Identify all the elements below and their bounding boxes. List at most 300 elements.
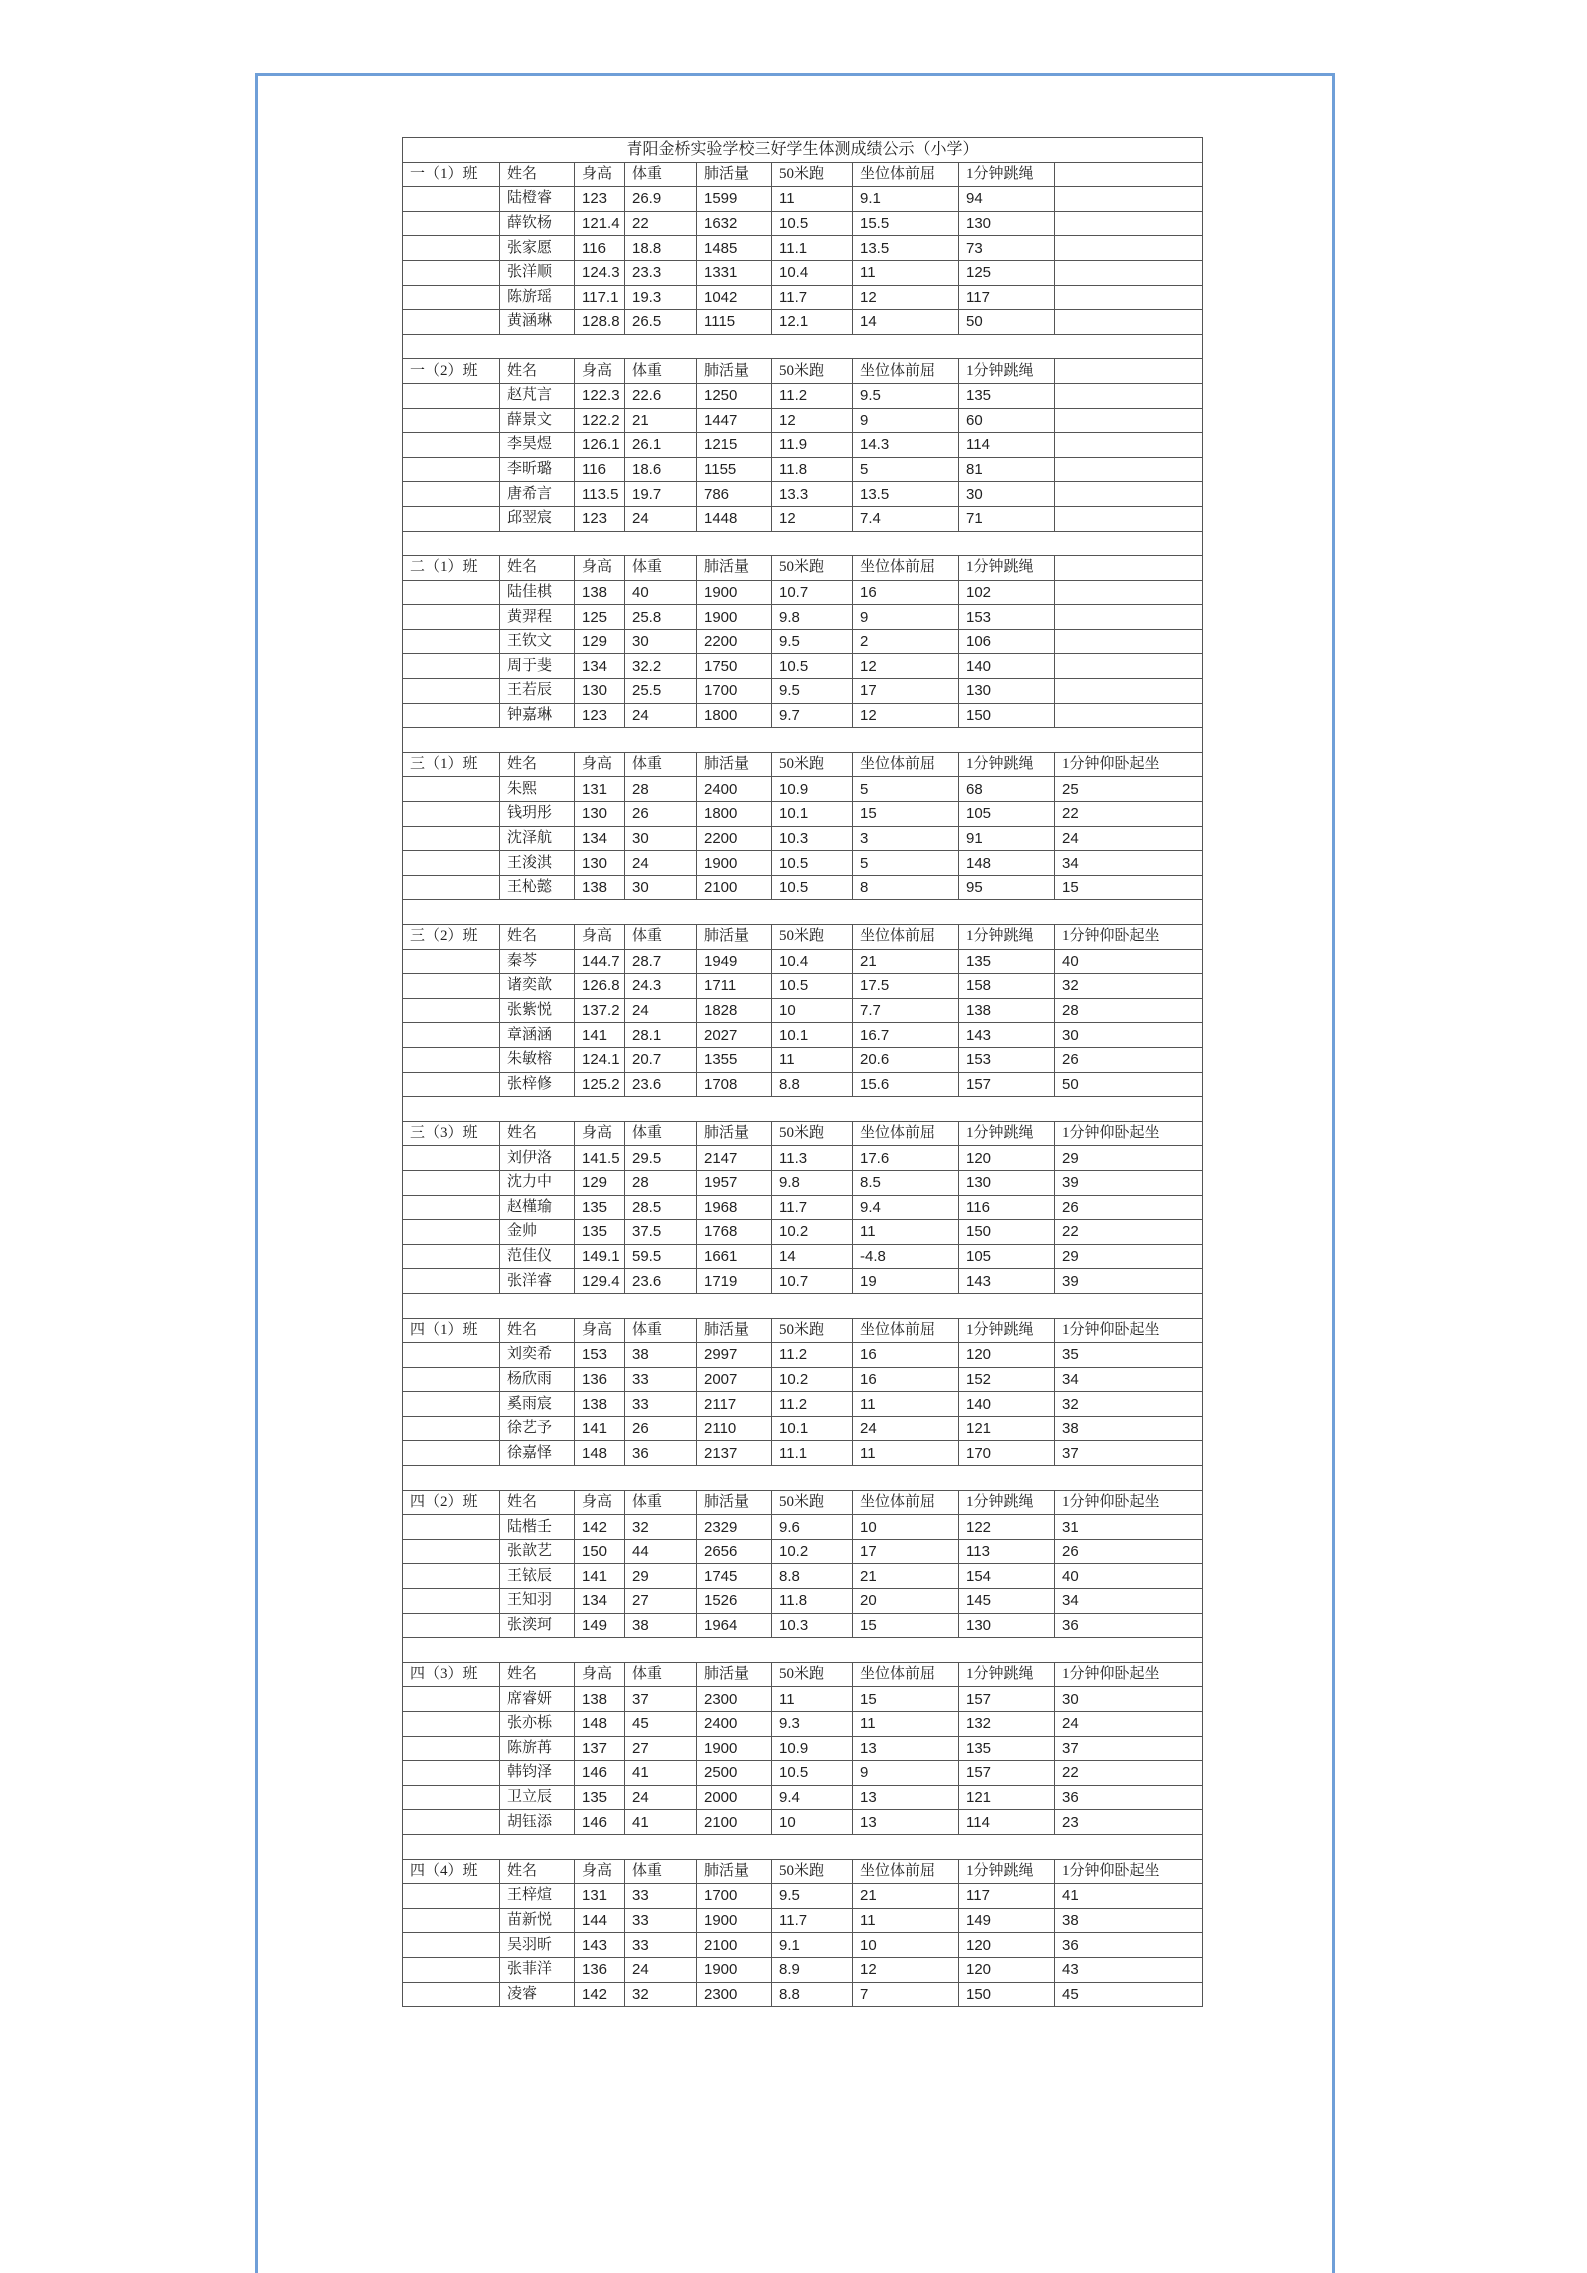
column-header: 姓名 bbox=[500, 359, 575, 384]
empty-cell bbox=[853, 900, 959, 925]
column-header: 1分钟仰卧起坐 bbox=[1055, 1859, 1203, 1884]
empty-cell bbox=[697, 900, 772, 925]
score-cell: 16 bbox=[853, 580, 959, 605]
score-cell: 12 bbox=[853, 703, 959, 728]
score-cell: 141 bbox=[575, 1416, 625, 1441]
score-cell: 126.8 bbox=[575, 974, 625, 999]
score-cell: 121 bbox=[959, 1416, 1055, 1441]
empty-cell bbox=[403, 1589, 500, 1614]
empty-cell bbox=[772, 1293, 853, 1318]
score-cell: 1828 bbox=[697, 998, 772, 1023]
score-cell: 1485 bbox=[697, 236, 772, 261]
empty-cell bbox=[403, 1933, 500, 1958]
score-cell: 146 bbox=[575, 1761, 625, 1786]
empty-cell bbox=[625, 900, 697, 925]
score-cell: 36 bbox=[1055, 1785, 1203, 1810]
column-header: 坐位体前屈 bbox=[853, 556, 959, 581]
empty-cell bbox=[403, 826, 500, 851]
score-cell: 28.5 bbox=[625, 1195, 697, 1220]
score-cell: 9.4 bbox=[853, 1195, 959, 1220]
score-cell: 142 bbox=[575, 1982, 625, 2007]
empty-cell bbox=[403, 974, 500, 999]
score-cell: 10.5 bbox=[772, 875, 853, 900]
empty-cell bbox=[403, 605, 500, 630]
score-cell: 19 bbox=[853, 1269, 959, 1294]
empty-cell bbox=[853, 1293, 959, 1318]
student-name: 沈力中 bbox=[500, 1170, 575, 1195]
empty-cell bbox=[697, 1466, 772, 1491]
empty-cell bbox=[500, 531, 575, 556]
score-cell bbox=[1055, 260, 1203, 285]
column-header: 身高 bbox=[575, 1318, 625, 1343]
table-row bbox=[403, 802, 1203, 827]
column-header: 姓名 bbox=[500, 925, 575, 950]
score-cell: 14 bbox=[772, 1244, 853, 1269]
empty-cell bbox=[403, 1072, 500, 1097]
score-cell: 132 bbox=[959, 1712, 1055, 1737]
student-name: 金帅 bbox=[500, 1220, 575, 1245]
column-header: 肺活量 bbox=[697, 1121, 772, 1146]
score-cell: 153 bbox=[575, 1343, 625, 1368]
score-cell: 10.5 bbox=[772, 851, 853, 876]
score-cell bbox=[1055, 236, 1203, 261]
score-cell: 21 bbox=[853, 1564, 959, 1589]
score-cell: 45 bbox=[625, 1712, 697, 1737]
score-cell: 11.1 bbox=[772, 1441, 853, 1466]
score-cell: 11.9 bbox=[772, 433, 853, 458]
empty-cell bbox=[575, 900, 625, 925]
score-cell: 10.4 bbox=[772, 260, 853, 285]
column-header: 身高 bbox=[575, 752, 625, 777]
score-cell: 130 bbox=[959, 1170, 1055, 1195]
score-cell: 32 bbox=[625, 1982, 697, 2007]
empty-cell bbox=[1055, 1638, 1203, 1663]
empty-cell bbox=[853, 1834, 959, 1859]
table-row bbox=[403, 187, 1203, 212]
score-cell: 16 bbox=[853, 1343, 959, 1368]
column-header: 体重 bbox=[625, 925, 697, 950]
empty-cell bbox=[959, 1638, 1055, 1663]
score-cell: 9 bbox=[853, 1761, 959, 1786]
column-header: 坐位体前屈 bbox=[853, 359, 959, 384]
score-cell: 144.7 bbox=[575, 949, 625, 974]
empty-cell bbox=[403, 1047, 500, 1072]
column-header: 坐位体前屈 bbox=[853, 1490, 959, 1515]
class-name: 三（3）班 bbox=[403, 1121, 500, 1146]
score-cell: 26.9 bbox=[625, 187, 697, 212]
score-cell: 15 bbox=[853, 1687, 959, 1712]
student-name: 李昊煜 bbox=[500, 433, 575, 458]
empty-cell bbox=[403, 1244, 500, 1269]
column-header: 50米跑 bbox=[772, 752, 853, 777]
student-name: 朱熙 bbox=[500, 777, 575, 802]
score-cell: 138 bbox=[575, 1687, 625, 1712]
score-cell: 22.6 bbox=[625, 383, 697, 408]
score-cell: 11 bbox=[772, 1687, 853, 1712]
score-cell: 36 bbox=[625, 1441, 697, 1466]
class-name: 四（1）班 bbox=[403, 1318, 500, 1343]
empty-cell bbox=[403, 1785, 500, 1810]
score-cell: 9 bbox=[853, 408, 959, 433]
score-cell: 9.8 bbox=[772, 1170, 853, 1195]
score-cell: 24 bbox=[625, 1785, 697, 1810]
score-cell: 36 bbox=[1055, 1613, 1203, 1638]
table-row bbox=[403, 1023, 1203, 1048]
table-row bbox=[403, 949, 1203, 974]
column-header: 1分钟仰卧起坐 bbox=[1055, 1318, 1203, 1343]
score-cell: 2200 bbox=[697, 826, 772, 851]
score-cell: 11.3 bbox=[772, 1146, 853, 1171]
score-cell: 10.7 bbox=[772, 1269, 853, 1294]
score-cell: 11 bbox=[772, 1047, 853, 1072]
column-header: 身高 bbox=[575, 1121, 625, 1146]
empty-cell bbox=[403, 1195, 500, 1220]
column-header: 身高 bbox=[575, 1490, 625, 1515]
score-cell: 12 bbox=[853, 1957, 959, 1982]
score-cell: 153 bbox=[959, 1047, 1055, 1072]
score-cell: 44 bbox=[625, 1539, 697, 1564]
spacer-row bbox=[403, 531, 1203, 556]
score-cell: 38 bbox=[625, 1613, 697, 1638]
score-cell: 2000 bbox=[697, 1785, 772, 1810]
score-cell: 81 bbox=[959, 457, 1055, 482]
score-cell: 150 bbox=[959, 703, 1055, 728]
table-row bbox=[403, 703, 1203, 728]
table-row bbox=[403, 457, 1203, 482]
score-cell: 1448 bbox=[697, 506, 772, 531]
score-cell: 120 bbox=[959, 1957, 1055, 1982]
score-cell: 134 bbox=[575, 826, 625, 851]
score-cell: 1949 bbox=[697, 949, 772, 974]
score-cell: 125 bbox=[575, 605, 625, 630]
student-name: 杨欣雨 bbox=[500, 1367, 575, 1392]
empty-cell bbox=[772, 334, 853, 359]
score-cell: 11 bbox=[853, 1220, 959, 1245]
score-cell: 125.2 bbox=[575, 1072, 625, 1097]
score-cell: 1719 bbox=[697, 1269, 772, 1294]
table-row bbox=[403, 580, 1203, 605]
score-cell: 38 bbox=[1055, 1908, 1203, 1933]
score-cell: 21 bbox=[853, 1884, 959, 1909]
score-cell: 130 bbox=[959, 679, 1055, 704]
student-name: 朱敏榕 bbox=[500, 1047, 575, 1072]
empty-cell bbox=[697, 1638, 772, 1663]
score-cell: 15.5 bbox=[853, 211, 959, 236]
score-cell: 27 bbox=[625, 1589, 697, 1614]
score-cell: 11.2 bbox=[772, 383, 853, 408]
spacer-row bbox=[403, 728, 1203, 753]
column-header: 50米跑 bbox=[772, 359, 853, 384]
score-cell: 134 bbox=[575, 654, 625, 679]
student-name: 钱玥彤 bbox=[500, 802, 575, 827]
score-cell: 149 bbox=[959, 1908, 1055, 1933]
empty-cell bbox=[772, 728, 853, 753]
column-header: 肺活量 bbox=[697, 1662, 772, 1687]
student-name: 凌睿 bbox=[500, 1982, 575, 2007]
column-header: 体重 bbox=[625, 359, 697, 384]
table-row bbox=[403, 1170, 1203, 1195]
table-row bbox=[403, 974, 1203, 999]
score-cell: 8.8 bbox=[772, 1982, 853, 2007]
score-cell bbox=[1055, 679, 1203, 704]
score-cell: 148 bbox=[959, 851, 1055, 876]
column-header: 1分钟仰卧起坐 bbox=[1055, 1662, 1203, 1687]
score-cell: 1800 bbox=[697, 703, 772, 728]
score-cell: 11 bbox=[853, 1712, 959, 1737]
score-cell: 154 bbox=[959, 1564, 1055, 1589]
class-header-row bbox=[403, 1121, 1203, 1146]
score-cell: 38 bbox=[1055, 1416, 1203, 1441]
empty-cell bbox=[500, 334, 575, 359]
score-cell: 26 bbox=[1055, 1047, 1203, 1072]
table-row bbox=[403, 1072, 1203, 1097]
column-header: 1分钟跳绳 bbox=[959, 359, 1055, 384]
score-cell: 1215 bbox=[697, 433, 772, 458]
score-cell: 26.5 bbox=[625, 310, 697, 335]
empty-cell bbox=[625, 1638, 697, 1663]
column-header: 体重 bbox=[625, 1662, 697, 1687]
student-name: 黄涵琳 bbox=[500, 310, 575, 335]
score-cell: 1900 bbox=[697, 605, 772, 630]
score-cell: 102 bbox=[959, 580, 1055, 605]
student-name: 张紫悦 bbox=[500, 998, 575, 1023]
column-header: 体重 bbox=[625, 752, 697, 777]
score-cell: 117.1 bbox=[575, 285, 625, 310]
score-cell: 10 bbox=[772, 1810, 853, 1835]
score-cell: 150 bbox=[959, 1982, 1055, 2007]
table-row bbox=[403, 1933, 1203, 1958]
score-cell: 14 bbox=[853, 310, 959, 335]
score-cell: 113 bbox=[959, 1539, 1055, 1564]
column-header: 1分钟仰卧起坐 bbox=[1055, 1490, 1203, 1515]
score-cell: 135 bbox=[959, 1736, 1055, 1761]
score-cell: 32 bbox=[1055, 974, 1203, 999]
table-row bbox=[403, 1589, 1203, 1614]
score-cell: 130 bbox=[575, 802, 625, 827]
score-cell: 2117 bbox=[697, 1392, 772, 1417]
score-cell: 131 bbox=[575, 1884, 625, 1909]
empty-cell bbox=[1055, 531, 1203, 556]
score-cell: 106 bbox=[959, 629, 1055, 654]
table-row bbox=[403, 1982, 1203, 2007]
score-cell: 129 bbox=[575, 629, 625, 654]
empty-cell bbox=[772, 531, 853, 556]
score-cell: 31 bbox=[1055, 1515, 1203, 1540]
score-cell: 114 bbox=[959, 433, 1055, 458]
score-cell: 34 bbox=[1055, 1367, 1203, 1392]
score-cell: 71 bbox=[959, 506, 1055, 531]
student-name: 陆佳棋 bbox=[500, 580, 575, 605]
score-cell: 141 bbox=[575, 1564, 625, 1589]
score-cell: 1042 bbox=[697, 285, 772, 310]
score-cell: 10 bbox=[853, 1515, 959, 1540]
score-cell: 18.8 bbox=[625, 236, 697, 261]
column-header bbox=[1055, 556, 1203, 581]
empty-cell bbox=[403, 703, 500, 728]
score-cell: 30 bbox=[625, 875, 697, 900]
column-header: 体重 bbox=[625, 1859, 697, 1884]
table-row bbox=[403, 1244, 1203, 1269]
score-cell: 40 bbox=[1055, 949, 1203, 974]
table-row bbox=[403, 1712, 1203, 1737]
empty-cell bbox=[403, 334, 500, 359]
empty-cell bbox=[403, 1220, 500, 1245]
empty-cell bbox=[1055, 334, 1203, 359]
column-header: 50米跑 bbox=[772, 162, 853, 187]
score-cell: 135 bbox=[959, 949, 1055, 974]
empty-cell bbox=[403, 383, 500, 408]
score-cell: 130 bbox=[575, 851, 625, 876]
score-cell: 26 bbox=[625, 1416, 697, 1441]
score-cell: 24 bbox=[625, 851, 697, 876]
student-name: 苗新悦 bbox=[500, 1908, 575, 1933]
score-cell: 146 bbox=[575, 1810, 625, 1835]
score-cell: 138 bbox=[959, 998, 1055, 1023]
score-cell: 2100 bbox=[697, 875, 772, 900]
empty-cell bbox=[403, 875, 500, 900]
class-header-row bbox=[403, 752, 1203, 777]
score-cell: 43 bbox=[1055, 1957, 1203, 1982]
class-header-row bbox=[403, 925, 1203, 950]
column-header: 姓名 bbox=[500, 556, 575, 581]
column-header: 坐位体前屈 bbox=[853, 925, 959, 950]
score-cell: 23.3 bbox=[625, 260, 697, 285]
column-header: 姓名 bbox=[500, 752, 575, 777]
column-header: 1分钟仰卧起坐 bbox=[1055, 1121, 1203, 1146]
score-cell: 1355 bbox=[697, 1047, 772, 1072]
score-cell: 27 bbox=[625, 1736, 697, 1761]
score-cell: 12.1 bbox=[772, 310, 853, 335]
score-cell: 28 bbox=[625, 777, 697, 802]
column-header: 姓名 bbox=[500, 1490, 575, 1515]
table-row bbox=[403, 1761, 1203, 1786]
empty-cell bbox=[853, 1466, 959, 1491]
score-cell: 9.1 bbox=[772, 1933, 853, 1958]
student-name: 章涵涵 bbox=[500, 1023, 575, 1048]
score-cell: 137 bbox=[575, 1736, 625, 1761]
score-cell: 120 bbox=[959, 1343, 1055, 1368]
score-cell: 17.6 bbox=[853, 1146, 959, 1171]
table-row bbox=[403, 826, 1203, 851]
score-cell: 26.1 bbox=[625, 433, 697, 458]
score-cell: 2300 bbox=[697, 1982, 772, 2007]
score-cell: 30 bbox=[625, 826, 697, 851]
empty-cell bbox=[403, 187, 500, 212]
score-cell: 2100 bbox=[697, 1810, 772, 1835]
score-cell: 11 bbox=[853, 1392, 959, 1417]
score-cell: 140 bbox=[959, 654, 1055, 679]
empty-cell bbox=[403, 1834, 500, 1859]
empty-cell bbox=[772, 1466, 853, 1491]
score-cell: 20.6 bbox=[853, 1047, 959, 1072]
score-cell: 33 bbox=[625, 1933, 697, 1958]
table-row bbox=[403, 1687, 1203, 1712]
score-cell: 170 bbox=[959, 1441, 1055, 1466]
score-cell: 23.6 bbox=[625, 1072, 697, 1097]
score-cell: 9.8 bbox=[772, 605, 853, 630]
score-cell bbox=[1055, 211, 1203, 236]
score-cell: 1115 bbox=[697, 310, 772, 335]
empty-cell bbox=[959, 1834, 1055, 1859]
score-cell: 41 bbox=[1055, 1884, 1203, 1909]
score-cell: 73 bbox=[959, 236, 1055, 261]
score-cell: 41 bbox=[625, 1810, 697, 1835]
score-cell: 36 bbox=[1055, 1933, 1203, 1958]
score-cell: 32.2 bbox=[625, 654, 697, 679]
empty-cell bbox=[575, 1834, 625, 1859]
empty-cell bbox=[403, 777, 500, 802]
score-cell: 1447 bbox=[697, 408, 772, 433]
empty-cell bbox=[575, 1097, 625, 1122]
empty-cell bbox=[1055, 728, 1203, 753]
empty-cell bbox=[500, 1638, 575, 1663]
student-name: 薛景文 bbox=[500, 408, 575, 433]
column-header: 肺活量 bbox=[697, 1859, 772, 1884]
score-cell: 2997 bbox=[697, 1343, 772, 1368]
empty-cell bbox=[500, 900, 575, 925]
table-row bbox=[403, 310, 1203, 335]
score-cell: 141.5 bbox=[575, 1146, 625, 1171]
column-header: 肺活量 bbox=[697, 752, 772, 777]
empty-cell bbox=[697, 1293, 772, 1318]
student-name: 陆橙睿 bbox=[500, 187, 575, 212]
score-cell: 157 bbox=[959, 1761, 1055, 1786]
score-cell: 144 bbox=[575, 1908, 625, 1933]
spacer-row bbox=[403, 1834, 1203, 1859]
score-cell: 143 bbox=[959, 1023, 1055, 1048]
score-cell: 30 bbox=[959, 482, 1055, 507]
score-cell: 138 bbox=[575, 875, 625, 900]
score-cell: 120 bbox=[959, 1146, 1055, 1171]
student-name: 王若辰 bbox=[500, 679, 575, 704]
score-cell: 5 bbox=[853, 777, 959, 802]
column-header: 体重 bbox=[625, 556, 697, 581]
score-cell: 10.2 bbox=[772, 1367, 853, 1392]
class-name: 四（3）班 bbox=[403, 1662, 500, 1687]
empty-cell bbox=[403, 408, 500, 433]
score-cell: 22 bbox=[1055, 1761, 1203, 1786]
empty-cell bbox=[575, 1638, 625, 1663]
empty-cell bbox=[403, 1810, 500, 1835]
table-row bbox=[403, 679, 1203, 704]
score-cell bbox=[1055, 482, 1203, 507]
score-cell: 149 bbox=[575, 1613, 625, 1638]
student-name: 薛钦杨 bbox=[500, 211, 575, 236]
empty-cell bbox=[403, 1712, 500, 1737]
score-cell: 1661 bbox=[697, 1244, 772, 1269]
column-header: 姓名 bbox=[500, 1859, 575, 1884]
score-cell: 1750 bbox=[697, 654, 772, 679]
table-row bbox=[403, 236, 1203, 261]
empty-cell bbox=[403, 900, 500, 925]
score-cell: 24 bbox=[625, 998, 697, 1023]
score-cell: 40 bbox=[1055, 1564, 1203, 1589]
empty-cell bbox=[403, 1441, 500, 1466]
score-cell: 9.1 bbox=[853, 187, 959, 212]
score-cell bbox=[1055, 187, 1203, 212]
score-cell: 125 bbox=[959, 260, 1055, 285]
column-header: 1分钟跳绳 bbox=[959, 1859, 1055, 1884]
score-cell: 29.5 bbox=[625, 1146, 697, 1171]
score-cell: 34 bbox=[1055, 1589, 1203, 1614]
table-row bbox=[403, 1564, 1203, 1589]
score-cell: 130 bbox=[959, 211, 1055, 236]
empty-cell bbox=[959, 1293, 1055, 1318]
column-header: 坐位体前屈 bbox=[853, 1859, 959, 1884]
table-row bbox=[403, 1392, 1203, 1417]
class-header-row bbox=[403, 162, 1203, 187]
student-name: 王浚淇 bbox=[500, 851, 575, 876]
